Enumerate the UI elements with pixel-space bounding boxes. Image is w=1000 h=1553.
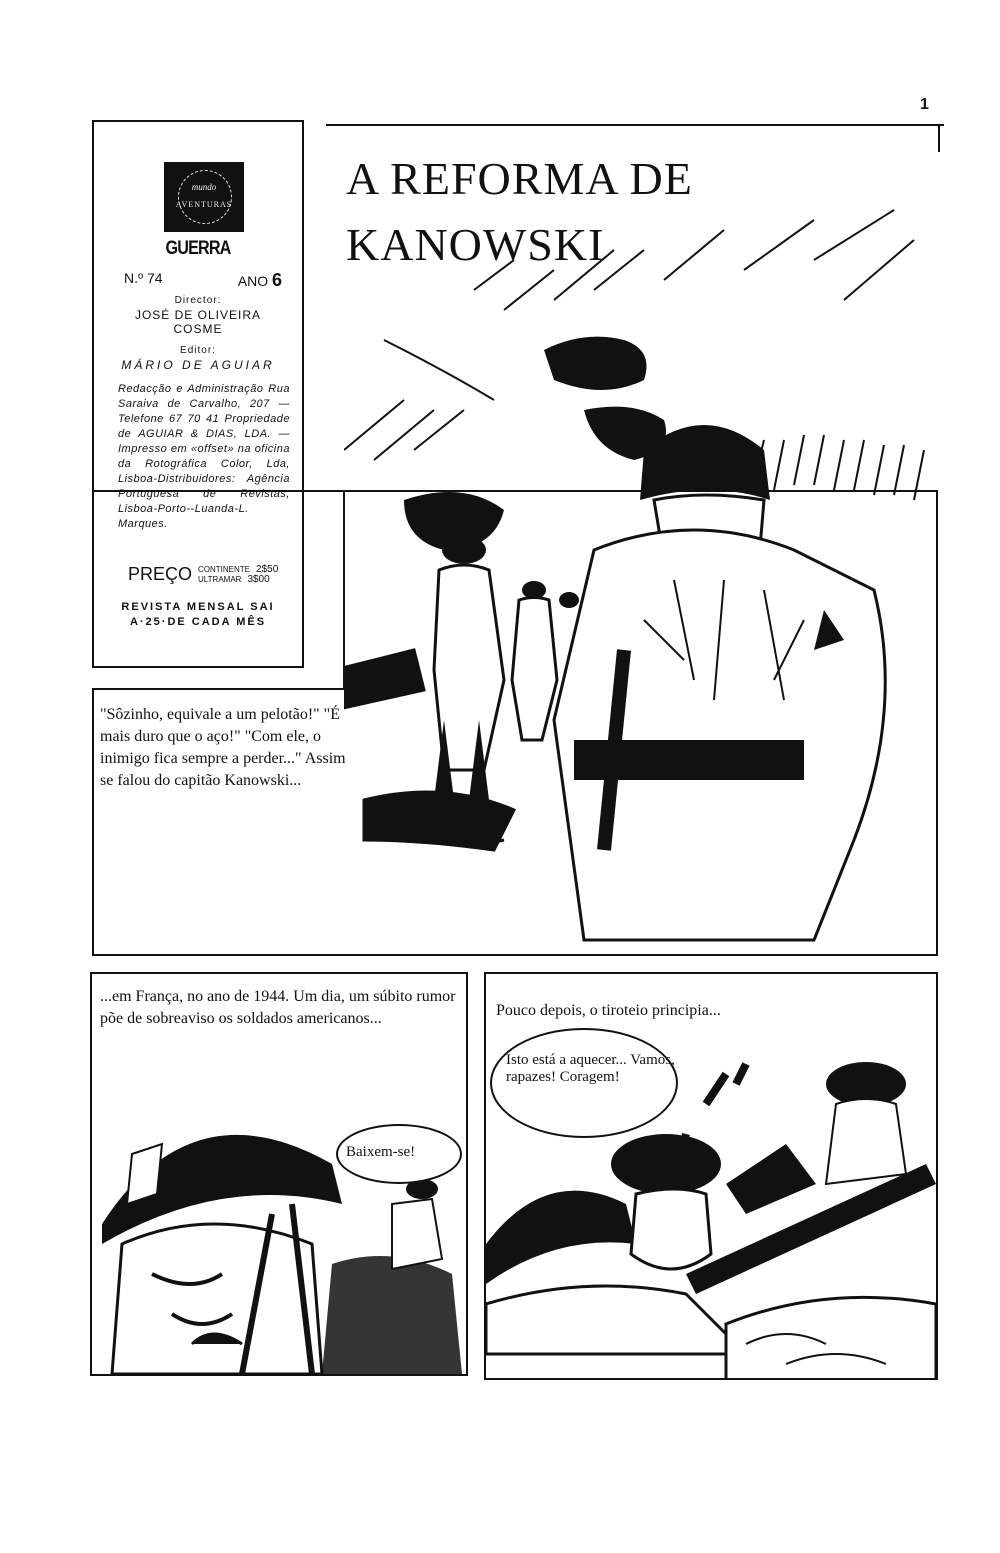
story-title-line1: A REFORMA DE — [346, 153, 693, 204]
title-rule — [326, 124, 944, 126]
director-label: Director: — [174, 295, 222, 306]
story-title-line2: KANOWSKI — [346, 219, 605, 270]
panel-3 — [484, 972, 938, 1380]
series-name: GUERRA — [165, 238, 231, 259]
credits-text: Redacção e Administração Rua Saraiva de Carvalho, 207 — Telefone 67 70 41 Propriedade de AGUIAR & DIAS, LDA. — Impresso em «offset» na oficina da Rotográfica Color, Lda, Lisboa-Distribuidores: Agência Portuguesa de Revistas, Lisboa-Porto--Luanda-L. Marques. — [118, 383, 290, 530]
sergeant-figure — [554, 425, 885, 940]
title-rule-tick — [938, 124, 940, 152]
panel-2-illustration — [92, 1044, 466, 1374]
logo-bottom-text: AVENTURAS — [175, 200, 233, 209]
editor-name: MÁRIO DE AGUIAR — [121, 358, 275, 372]
main-illustration — [344, 200, 938, 956]
panel-2-caption: ...em França, no ano de 1944. Um dia, um súbito rumor põe de sobreaviso os soldados americanos... — [100, 988, 456, 1027]
price-overseas: 3$00 — [247, 573, 270, 585]
issue-row — [124, 270, 282, 291]
logo-top-text: mundo — [191, 182, 217, 192]
price-continent-label: CONTINENTE — [198, 564, 251, 574]
monthly-notice: REVISTA MENSAL SAI A·25·DE CADA MÊS — [121, 601, 275, 628]
price-continent: 2$50 — [256, 563, 279, 575]
panel-2-speech-bubble: Baixem-se! — [336, 1124, 462, 1184]
year-value: 6 — [271, 270, 282, 290]
intro-caption: "Sôzinho, equivale a um pelotão!" "É mais duro que o aço!" "Com ele, o inimigo fica sempre a perder..." Assim se falou do capitão Kanowski... — [100, 706, 346, 789]
year-label: ANO — [237, 273, 269, 289]
panel-2 — [90, 972, 468, 1376]
editor-label: Editor: — [180, 345, 216, 356]
publisher-logo — [164, 162, 244, 232]
director-name: JOSÉ DE OLIVEIRA COSME — [134, 308, 262, 336]
panel-3-caption: Pouco depois, o tiroteio principia... — [496, 1002, 721, 1019]
price-overseas-label: ULTRAMAR — [198, 574, 242, 584]
price-label: PREÇO — [128, 564, 193, 584]
smoke-masses — [404, 337, 666, 550]
logo-star-ring — [178, 170, 232, 224]
background-soldiers — [434, 536, 579, 800]
page-number: 1 — [920, 96, 929, 113]
issue-number: N.º 74 — [124, 270, 163, 286]
panel-3-speech-bubble: Isto está a aquecer... Vamos, rapazes! Coragem! — [490, 1028, 678, 1138]
